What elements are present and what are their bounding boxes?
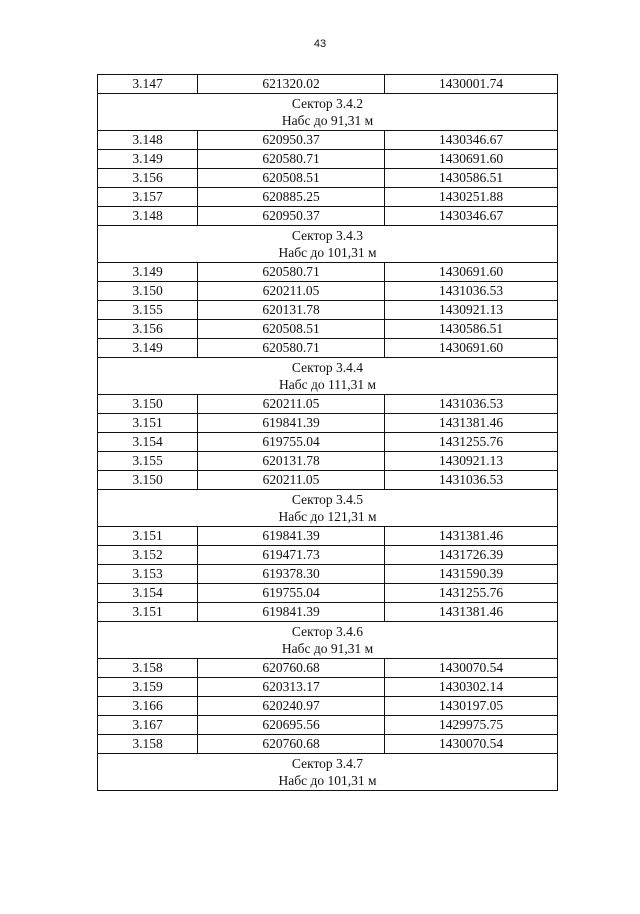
sector-header-row	[98, 358, 558, 395]
table-row	[98, 414, 558, 433]
sector-title: Сектор 3.4.4	[291, 360, 364, 375]
sector-height-limit: Набс до 91,31 м	[281, 113, 374, 128]
x-coordinate-cell: 620580.71	[198, 263, 385, 282]
y-coordinate-cell: 1431381.46	[385, 414, 558, 433]
y-coordinate-cell: 1431726.39	[385, 546, 558, 565]
table-row	[98, 433, 558, 452]
x-coordinate-cell: 620211.05	[198, 395, 385, 414]
point-number-cell: 3.157	[98, 188, 198, 207]
point-number-cell: 3.156	[98, 169, 198, 188]
table-row	[98, 697, 558, 716]
table-row	[98, 75, 558, 94]
table-row	[98, 527, 558, 546]
x-coordinate-cell: 620508.51	[198, 320, 385, 339]
table-row	[98, 452, 558, 471]
point-number-cell: 3.151	[98, 414, 198, 433]
point-number-cell: 3.155	[98, 452, 198, 471]
x-coordinate-cell: 620760.68	[198, 735, 385, 754]
table-row	[98, 320, 558, 339]
table-row	[98, 395, 558, 414]
point-number-cell: 3.154	[98, 433, 198, 452]
point-number-cell: 3.167	[98, 716, 198, 735]
sector-header-row	[98, 226, 558, 263]
point-number-cell: 3.152	[98, 546, 198, 565]
x-coordinate-cell: 620695.56	[198, 716, 385, 735]
point-number-cell: 3.158	[98, 659, 198, 678]
x-coordinate-cell: 620508.51	[198, 169, 385, 188]
sector-height-limit: Набс до 101,31 м	[278, 773, 377, 788]
point-number-cell: 3.151	[98, 603, 198, 622]
table-row	[98, 207, 558, 226]
point-number-cell: 3.159	[98, 678, 198, 697]
table-row	[98, 471, 558, 490]
x-coordinate-cell: 620580.71	[198, 339, 385, 358]
x-coordinate-cell: 619755.04	[198, 433, 385, 452]
page-number: 43	[313, 38, 327, 50]
y-coordinate-cell: 1430346.67	[385, 131, 558, 150]
sector-title: Сектор 3.4.2	[291, 96, 364, 111]
table-row	[98, 565, 558, 584]
sector-title: Сектор 3.4.5	[291, 492, 364, 507]
sector-height-limit: Набс до 111,31 м	[278, 377, 376, 392]
sector-height-limit: Набс до 91,31 м	[281, 641, 374, 656]
table-row	[98, 169, 558, 188]
y-coordinate-cell: 1431255.76	[385, 584, 558, 603]
y-coordinate-cell: 1430586.51	[385, 320, 558, 339]
y-coordinate-cell: 1430346.67	[385, 207, 558, 226]
table-row	[98, 263, 558, 282]
table-row	[98, 150, 558, 169]
table-row	[98, 659, 558, 678]
table-row	[98, 603, 558, 622]
sector-header-row	[98, 754, 558, 791]
y-coordinate-cell: 1430691.60	[385, 263, 558, 282]
y-coordinate-cell: 1430302.14	[385, 678, 558, 697]
y-coordinate-cell: 1430070.54	[385, 735, 558, 754]
x-coordinate-cell: 620760.68	[198, 659, 385, 678]
x-coordinate-cell: 620211.05	[198, 282, 385, 301]
coordinates-table-body	[98, 75, 558, 791]
point-number-cell: 3.150	[98, 395, 198, 414]
point-number-cell: 3.151	[98, 527, 198, 546]
sector-height-limit: Набс до 121,31 м	[278, 509, 377, 524]
table-row	[98, 188, 558, 207]
x-coordinate-cell: 620950.37	[198, 207, 385, 226]
sector-header-cell	[98, 490, 558, 527]
y-coordinate-cell: 1430070.54	[385, 659, 558, 678]
y-coordinate-cell: 1430921.13	[385, 452, 558, 471]
point-number-cell: 3.156	[98, 320, 198, 339]
sector-title: Сектор 3.4.3	[291, 228, 364, 243]
x-coordinate-cell: 620313.17	[198, 678, 385, 697]
y-coordinate-cell: 1430251.88	[385, 188, 558, 207]
y-coordinate-cell: 1430691.60	[385, 339, 558, 358]
sector-header-row	[98, 490, 558, 527]
table-row	[98, 678, 558, 697]
point-number-cell: 3.148	[98, 207, 198, 226]
sector-title: Сектор 3.4.7	[291, 756, 364, 771]
x-coordinate-cell: 620580.71	[198, 150, 385, 169]
point-number-cell: 3.154	[98, 584, 198, 603]
sector-height-limit: Набс до 101,31 м	[278, 245, 377, 260]
y-coordinate-cell: 1431036.53	[385, 282, 558, 301]
x-coordinate-cell: 619755.04	[198, 584, 385, 603]
y-coordinate-cell: 1431036.53	[385, 395, 558, 414]
sector-header-cell	[98, 754, 558, 791]
coordinates-table	[97, 74, 558, 791]
y-coordinate-cell: 1430001.74	[385, 75, 558, 94]
point-number-cell: 3.155	[98, 301, 198, 320]
point-number-cell: 3.147	[98, 75, 198, 94]
table-row	[98, 546, 558, 565]
table-row	[98, 735, 558, 754]
y-coordinate-cell: 1430691.60	[385, 150, 558, 169]
x-coordinate-cell: 620131.78	[198, 301, 385, 320]
y-coordinate-cell: 1430586.51	[385, 169, 558, 188]
y-coordinate-cell: 1430197.05	[385, 697, 558, 716]
y-coordinate-cell: 1429975.75	[385, 716, 558, 735]
y-coordinate-cell: 1431036.53	[385, 471, 558, 490]
table-row	[98, 584, 558, 603]
x-coordinate-cell: 620211.05	[198, 471, 385, 490]
point-number-cell: 3.158	[98, 735, 198, 754]
y-coordinate-cell: 1431381.46	[385, 527, 558, 546]
x-coordinate-cell: 619378.30	[198, 565, 385, 584]
x-coordinate-cell: 620131.78	[198, 452, 385, 471]
table-row	[98, 131, 558, 150]
point-number-cell: 3.166	[98, 697, 198, 716]
y-coordinate-cell: 1431255.76	[385, 433, 558, 452]
table-row	[98, 339, 558, 358]
sector-title: Сектор 3.4.6	[291, 624, 364, 639]
y-coordinate-cell: 1430921.13	[385, 301, 558, 320]
x-coordinate-cell: 619841.39	[198, 527, 385, 546]
sector-header-cell	[98, 94, 558, 131]
sector-header-cell	[98, 226, 558, 263]
sector-header-row	[98, 94, 558, 131]
point-number-cell: 3.150	[98, 471, 198, 490]
x-coordinate-cell: 620950.37	[198, 131, 385, 150]
table-row	[98, 301, 558, 320]
point-number-cell: 3.153	[98, 565, 198, 584]
point-number-cell: 3.150	[98, 282, 198, 301]
table-row	[98, 716, 558, 735]
x-coordinate-cell: 619471.73	[198, 546, 385, 565]
sector-header-row	[98, 622, 558, 659]
x-coordinate-cell: 619841.39	[198, 414, 385, 433]
x-coordinate-cell: 620240.97	[198, 697, 385, 716]
y-coordinate-cell: 1431381.46	[385, 603, 558, 622]
point-number-cell: 3.148	[98, 131, 198, 150]
y-coordinate-cell: 1431590.39	[385, 565, 558, 584]
point-number-cell: 3.149	[98, 339, 198, 358]
table-row	[98, 282, 558, 301]
x-coordinate-cell: 621320.02	[198, 75, 385, 94]
x-coordinate-cell: 620885.25	[198, 188, 385, 207]
point-number-cell: 3.149	[98, 263, 198, 282]
sector-header-cell	[98, 358, 558, 395]
sector-header-cell	[98, 622, 558, 659]
x-coordinate-cell: 619841.39	[198, 603, 385, 622]
point-number-cell: 3.149	[98, 150, 198, 169]
